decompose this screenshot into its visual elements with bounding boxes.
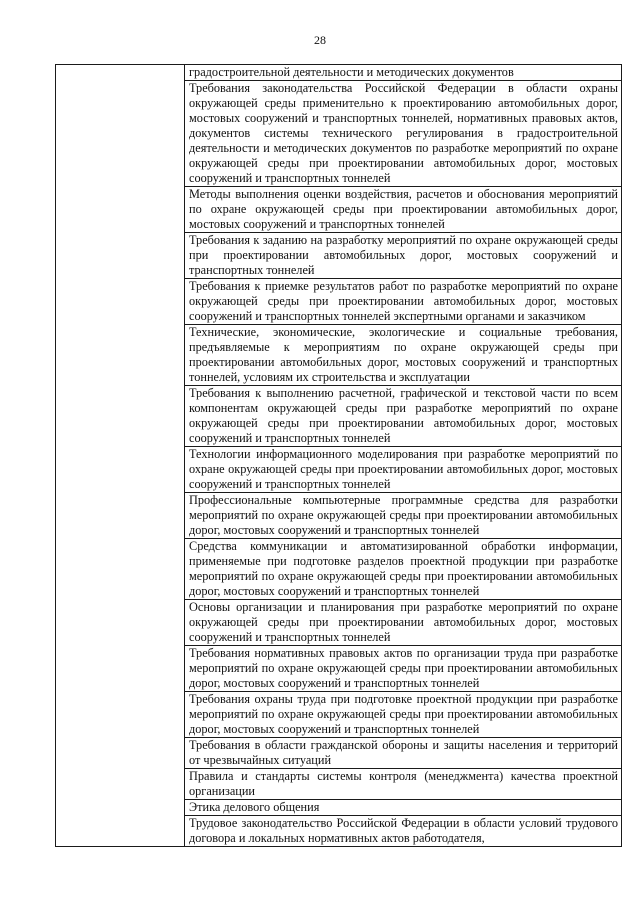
table-cell: Средства коммуникации и автоматизированной обработки информации, применяемые при подготовке разделов проектной продукции при разработке мероприятий по охране окружающей среды при проектировании автомобильных дорог, мостовых сооружений и транспортных тоннелей [185, 539, 622, 600]
table-cell: Требования к заданию на разработку мероприятий по охране окружающей среды при проектировании автомобильных дорог, мостовых сооружений и транспортных тоннелей [185, 233, 622, 279]
table-cell: Требования к приемке результатов работ по разработке мероприятий по охране окружающей среды при проектировании автомобильных дорог, мостовых сооружений и транспортных тоннелей экспертными органами и заказчиком [185, 279, 622, 325]
page-number: 28 [314, 33, 326, 47]
table-cell: Требования охраны труда при подготовке проектной продукции при разработке мероприятий по охране окружающей среды при проектировании автомобильных дорог, мостовых сооружений и транспортных тоннелей [185, 692, 622, 738]
table-cell: Трудовое законодательство Российской Федерации в области условий трудового договора и локальных нормативных актов работодателя, [185, 816, 622, 847]
table-cell: Требования нормативных правовых актов по организации труда при разработке мероприятий по охране окружающей среды при проектировании автомобильных дорог, мостовых сооружений и транспортных тоннелей [185, 646, 622, 692]
empty-label-cell [56, 65, 185, 847]
table-cell: Требования к выполнению расчетной, графической и текстовой части по всем компонентам окружающей среды при разработке мероприятий по охране окружающей среды при проектировании автомобильных дорог, мостовых сооружений и транспортных тоннелей [185, 386, 622, 447]
table-cell: Методы выполнения оценки воздействия, расчетов и обоснования мероприятий по охране окружающей среды при проектировании автомобильных дорог, мостовых сооружений и транспортных тоннелей [185, 187, 622, 233]
table-cell: Правила и стандарты системы контроля (менеджмента) качества проектной организации [185, 769, 622, 800]
table-cell: Этика делового общения [185, 800, 622, 816]
table-cell: Профессиональные компьютерные программные средства для разработки мероприятий по охране окружающей среды при проектировании автомобильных дорог, мостовых сооружений и транспортных тоннелей [185, 493, 622, 539]
table-cell: Требования в области гражданской обороны и защиты населения и территорий от чрезвычайных ситуаций [185, 738, 622, 769]
table-cell: Технологии информационного моделирования при разработке мероприятий по охране окружающей среды при проектировании автомобильных дорог, мостовых сооружений и транспортных тоннелей [185, 447, 622, 493]
table-cell: Технические, экономические, экологические и социальные требования, предъявляемые к мероприятиям по охране окружающей среды при проектировании автомобильных дорог, мостовых сооружений и транспортных тоннелей, условиям их строительства и эксплуатации [185, 325, 622, 386]
requirements-table [55, 64, 622, 847]
table-cell: градостроительной деятельности и методических документов [185, 65, 622, 81]
table-cell: Основы организации и планирования при разработке мероприятий по охране окружающей среды при проектировании автомобильных дорог, мостовых сооружений и транспортных тоннелей [185, 600, 622, 646]
table-row [56, 65, 622, 81]
table-cell: Требования законодательства Российской Федерации в области охраны окружающей среды применительно к проектированию автомобильных дорог, мостовых сооружений и транспортных тоннелей, нормативных правовых актов, документов системы технического регулирования в градостроительной деятельности и методических документов по разработке мероприятий по охране окружающей среды при проектировании автомобильных дорог, мостовых сооружений и транспортных тоннелей [185, 81, 622, 187]
